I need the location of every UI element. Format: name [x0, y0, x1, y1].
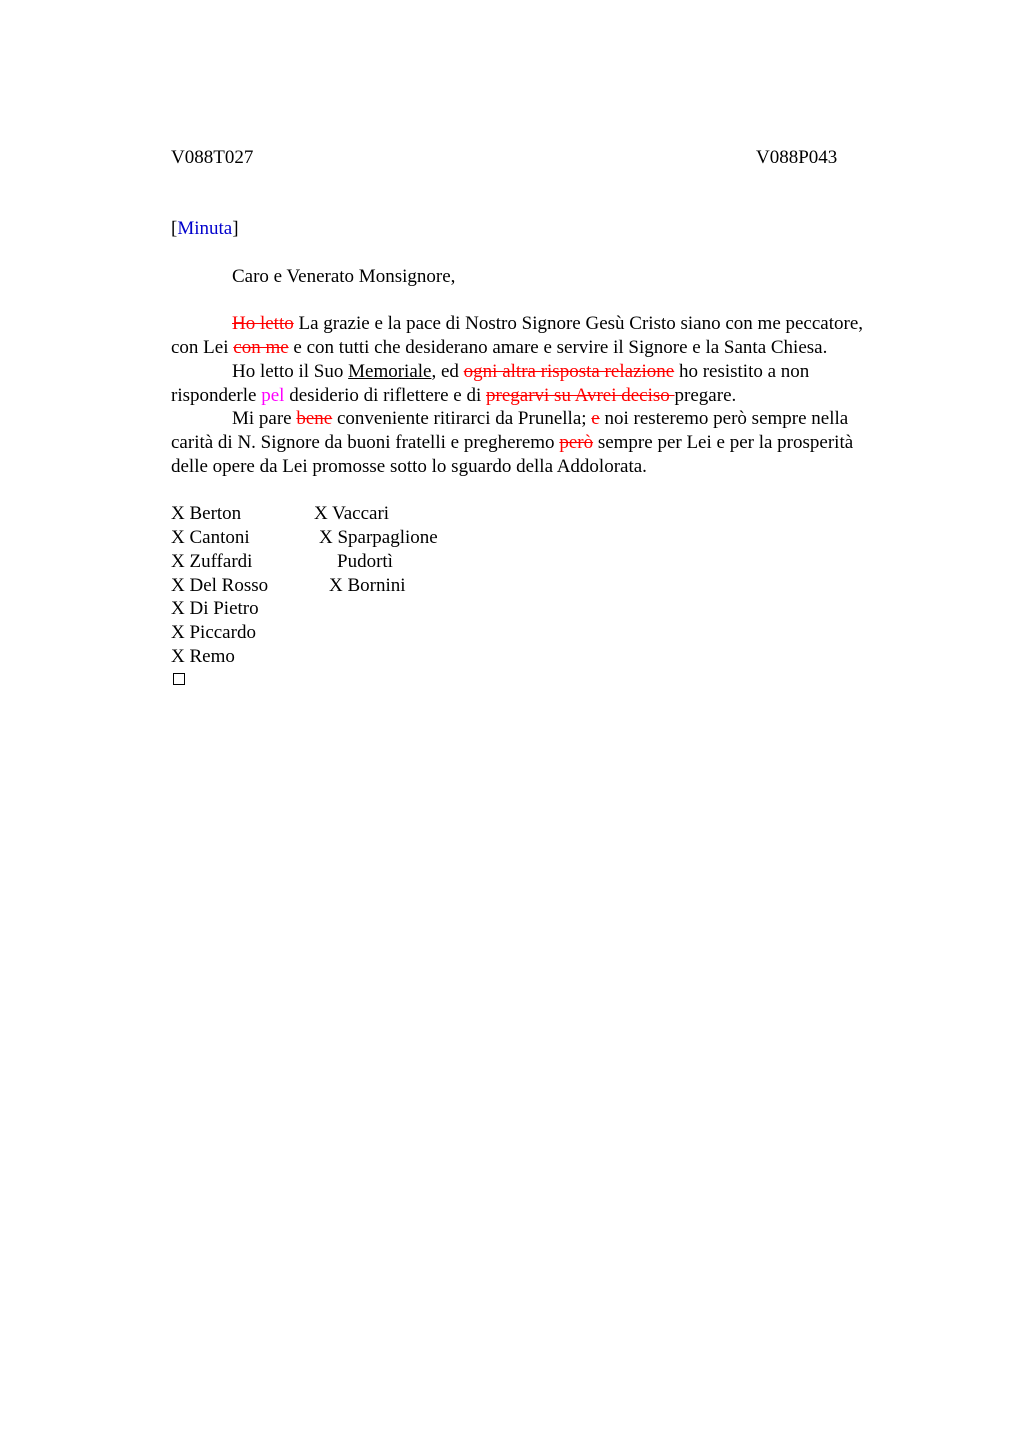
document-code-right: V088P043	[756, 147, 838, 168]
paragraph3-line2	[171, 431, 853, 455]
paragraph-text: delle opere da Lei promosse sotto lo sguardo della Addolorata.	[171, 456, 647, 477]
paragraph2-line2	[171, 384, 736, 408]
paragraph3-line1	[232, 407, 848, 431]
paragraph-text: noi resteremo però sempre nella	[599, 408, 849, 429]
signature-left: X Piccardo	[171, 622, 256, 643]
empty-box-icon	[173, 673, 185, 685]
signature-left: X Berton	[171, 503, 242, 524]
inserted-text: pel	[261, 385, 285, 406]
deleted-text: bene	[296, 408, 333, 429]
paragraph3-line3	[171, 455, 647, 479]
deleted-text: Ho letto	[232, 313, 294, 334]
signature-left: X Del Rosso	[171, 575, 269, 596]
paragraph-text: pregare.	[674, 385, 737, 406]
signature-right: X Vaccari	[314, 503, 390, 524]
paragraph-text: con Lei	[171, 337, 234, 358]
signature-right: X Bornini	[329, 575, 406, 596]
salutation: Caro e Venerato Monsignore,	[232, 266, 456, 287]
paragraph1-line1	[232, 312, 863, 336]
paragraph-text: Mi pare	[232, 408, 297, 429]
paragraph-text: conveniente ritirarci da Prunella;	[332, 408, 592, 429]
signature-left: X Cantoni	[171, 527, 250, 548]
paragraph-text: carità di N. Signore da buoni fratelli e pregheremo	[171, 432, 560, 453]
paragraph2-line1	[232, 360, 809, 384]
minuta-close-bracket: ]	[232, 218, 239, 239]
signature-left: X Di Pietro	[171, 598, 259, 619]
paragraph-text: , ed	[431, 361, 464, 382]
signature-left: X Remo	[171, 646, 235, 667]
underlined-text: Memoriale	[348, 361, 432, 382]
deleted-text: ogni altra risposta relazione	[463, 361, 675, 382]
minuta-text: Minuta	[177, 218, 233, 239]
minuta-label	[171, 217, 239, 241]
deleted-text: però	[559, 432, 594, 453]
paragraph-text: ho resistito a non	[674, 361, 810, 382]
paragraph-text: sempre per Lei e per la prosperità	[593, 432, 854, 453]
signature-left: X Zuffardi	[171, 551, 253, 572]
paragraph1-line2	[171, 336, 827, 360]
document-code-left: V088T027	[171, 147, 254, 168]
minuta-open-bracket: [	[171, 218, 178, 239]
signature-right: X Sparpaglione	[319, 527, 438, 548]
paragraph-text: La grazie e la pace di Nostro Signore Gesù Cristo siano con me peccatore,	[293, 313, 864, 334]
deleted-text: pregarvi su Avrei deciso	[486, 385, 675, 406]
paragraph-text: desiderio di riflettere e di	[284, 385, 486, 406]
paragraph-text: Ho letto il Suo	[232, 361, 349, 382]
signature-right: Pudortì	[337, 551, 393, 572]
paragraph-text: e con tutti che desiderano amare e servire il Signore e la Santa Chiesa.	[288, 337, 828, 358]
paragraph-text: risponderle	[171, 385, 262, 406]
deleted-text: e	[591, 408, 600, 429]
deleted-text: con me	[233, 337, 289, 358]
